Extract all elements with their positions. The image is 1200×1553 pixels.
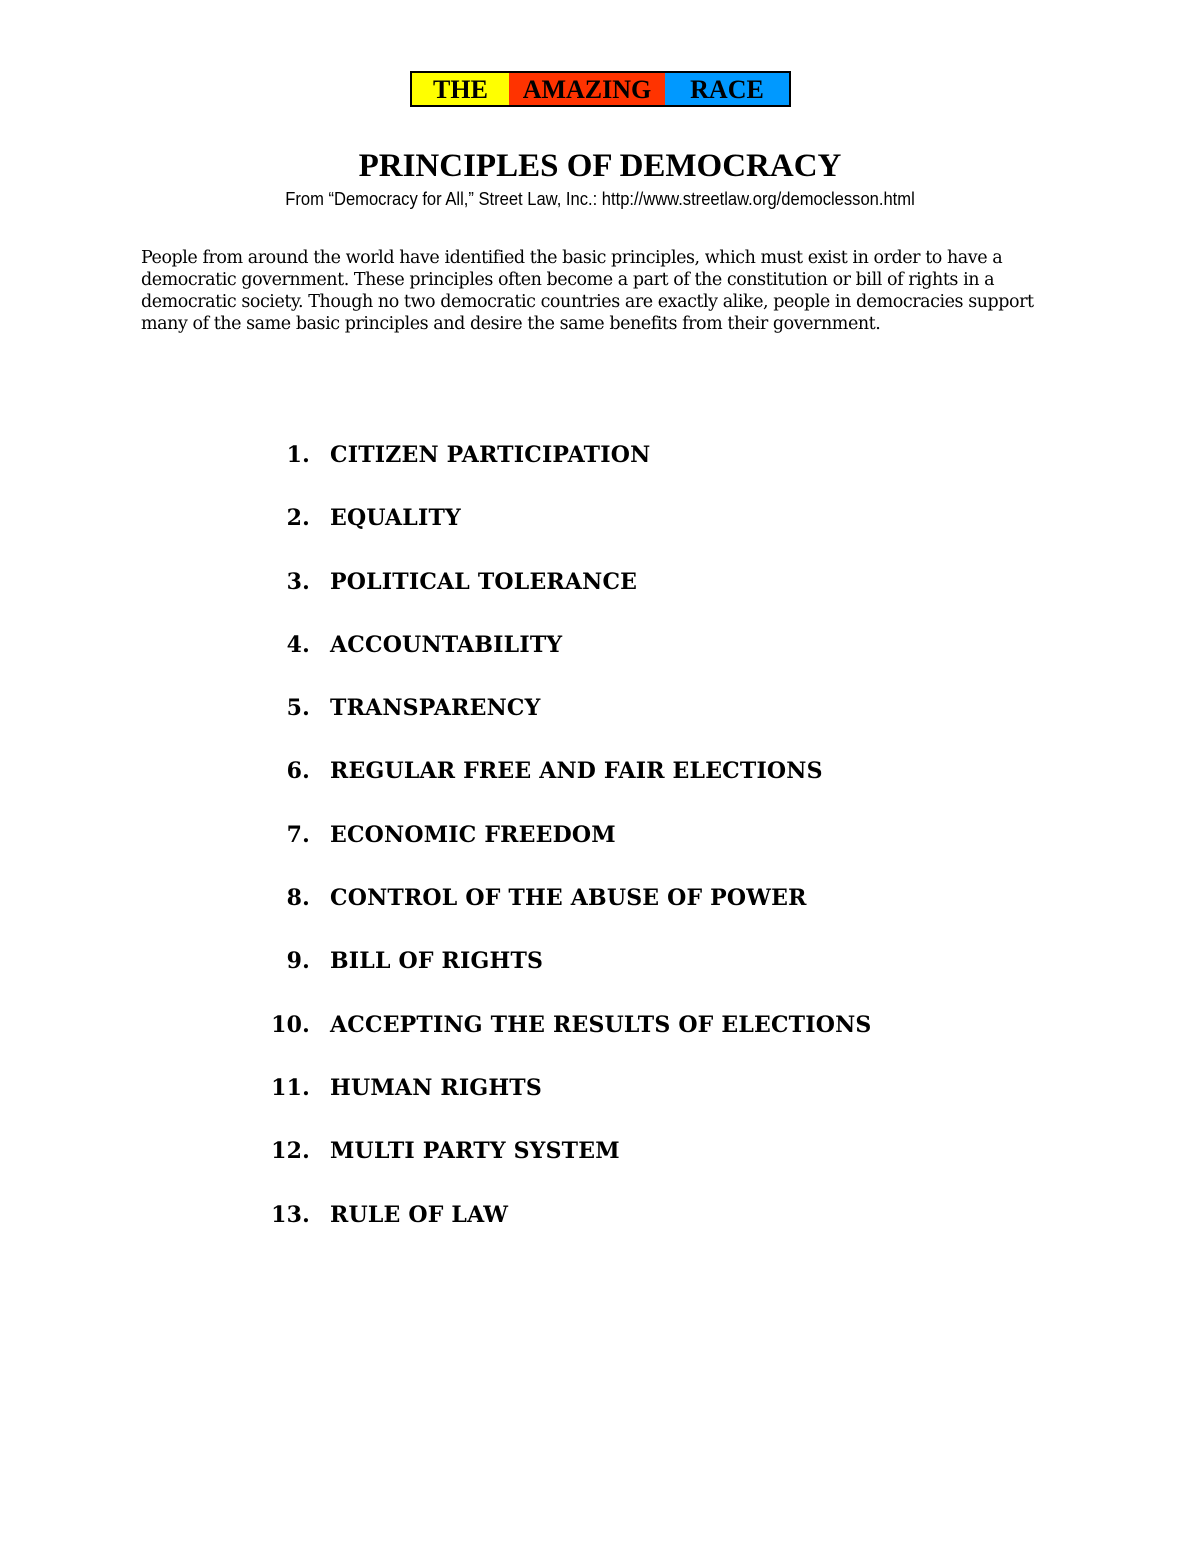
principle-number: 11. — [271, 1074, 310, 1101]
principle-number: 8. — [286, 885, 310, 912]
list-item — [260, 1134, 1020, 1197]
principle-label: POLITICAL TOLERANCE — [330, 568, 638, 595]
principle-number: 2. — [286, 505, 310, 532]
principle-number: 3. — [286, 568, 310, 595]
principle-number: 12. — [271, 1138, 310, 1165]
list-item — [260, 438, 1020, 501]
page-title: PRINCIPLES OF DEMOCRACY — [358, 148, 842, 184]
principle-label: CITIZEN PARTICIPATION — [330, 442, 651, 468]
principle-label: ACCOUNTABILITY — [330, 631, 563, 658]
principle-label: EQUALITY — [330, 505, 461, 532]
banner-word-race: RACE — [665, 73, 789, 105]
principle-label: ACCEPTING THE RESULTS OF ELECTIONS — [330, 1011, 872, 1038]
list-item — [260, 628, 1020, 691]
principle-number: 13. — [271, 1201, 310, 1228]
principle-label: BILL OF RIGHTS — [330, 948, 544, 975]
principle-label: HUMAN RIGHTS — [330, 1074, 542, 1101]
principle-number: 4. — [286, 631, 310, 658]
principle-label: MULTI PARTY SYSTEM — [330, 1138, 620, 1165]
source-citation: From “Democracy for All,” Street Law, Inc.: http://www.streetlaw.org/democlesson.html — [285, 189, 915, 209]
banner-word-amazing: AMAZING — [509, 73, 665, 105]
principle-label: CONTROL OF THE ABUSE OF POWER — [330, 885, 807, 912]
principle-number: 9. — [286, 948, 310, 975]
list-item — [260, 501, 1020, 564]
intro-paragraph: People from around the world have identified the basic principles, which must exist in order to have a democratic government. These principles often become a part of the constitution or bill of rights in a democratic society. Though no two democratic countries are exactly alike, people in democracies support many of the same basic principles and desire the same benefits from their government. — [141, 248, 1034, 334]
principle-number: 7. — [286, 821, 310, 848]
list-item — [260, 1198, 1020, 1261]
list-item — [260, 565, 1020, 628]
list-item — [260, 1071, 1020, 1134]
principle-label: RULE OF LAW — [330, 1201, 509, 1228]
list-item — [260, 691, 1020, 754]
principle-label: ECONOMIC FREEDOM — [330, 821, 616, 848]
amazing-race-banner — [410, 71, 791, 107]
list-item — [260, 881, 1020, 944]
list-item — [260, 1008, 1020, 1071]
list-item — [260, 754, 1020, 817]
principle-number: 1. — [286, 442, 310, 468]
list-item — [260, 944, 1020, 1007]
banner-word-the: THE — [412, 73, 509, 105]
principle-number: 6. — [286, 758, 310, 785]
principle-number: 10. — [271, 1011, 310, 1038]
principles-list — [260, 438, 1020, 1261]
principle-number: 5. — [286, 695, 310, 722]
principle-label: REGULAR FREE AND FAIR ELECTIONS — [330, 758, 823, 785]
list-item — [260, 818, 1020, 881]
principle-label: TRANSPARENCY — [330, 695, 541, 722]
